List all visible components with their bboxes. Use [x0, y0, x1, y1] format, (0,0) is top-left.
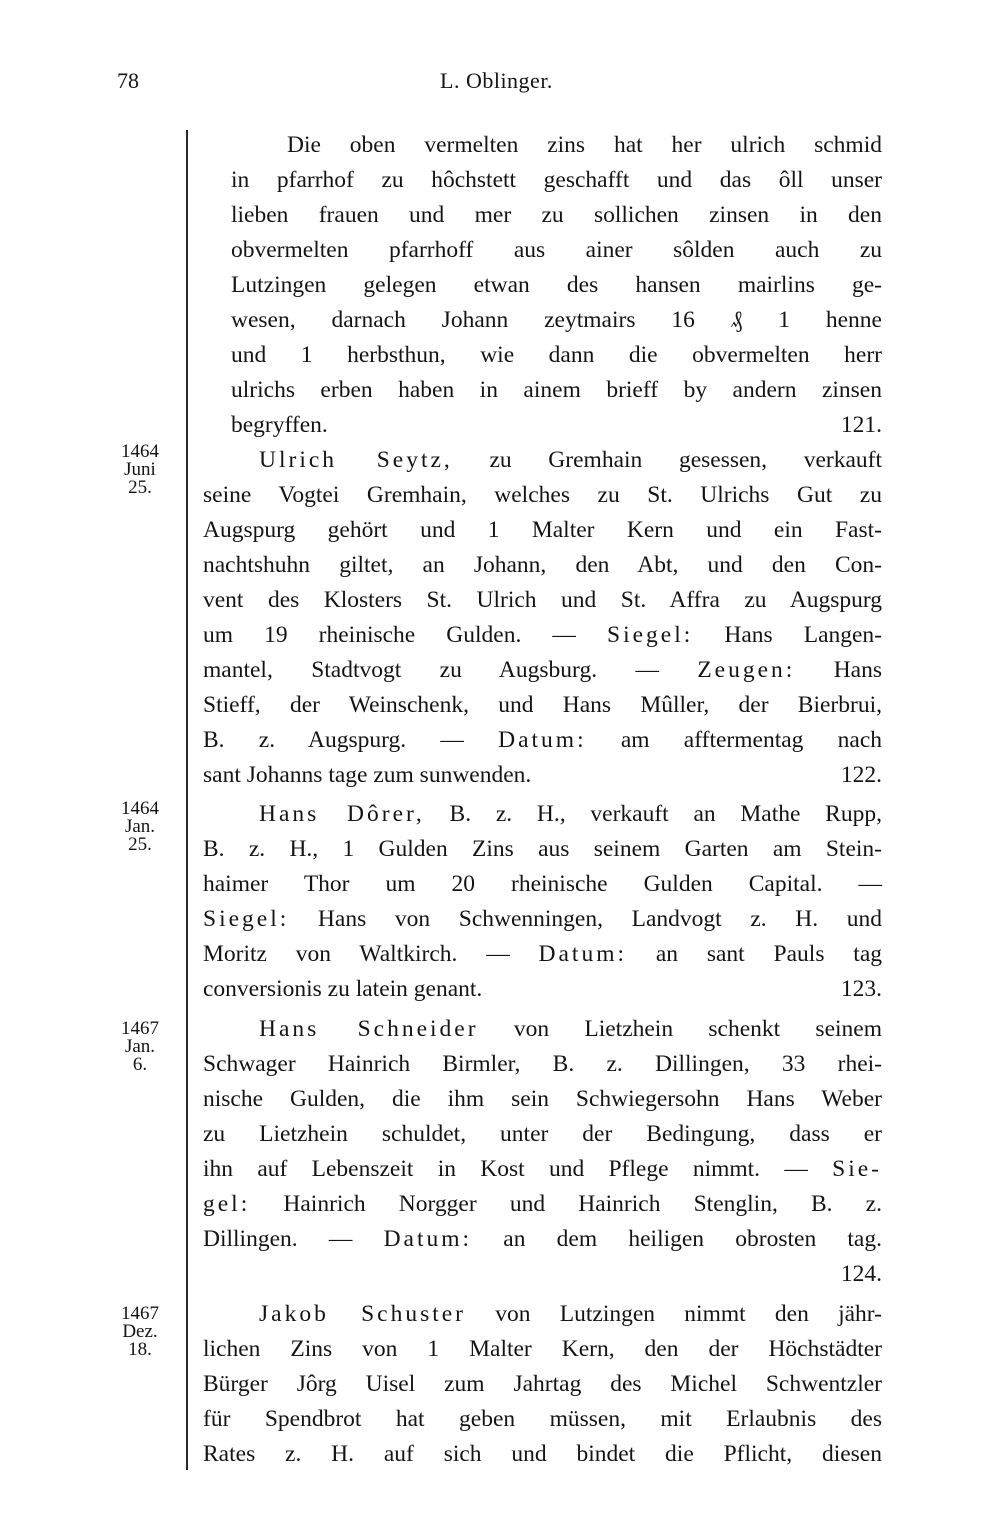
text-line: Bürger Jôrg Uisel zum Jahrtag des Michel Schwentzler [203, 1371, 882, 1397]
entry-lead-name: Jakob Schuster [259, 1301, 467, 1327]
entry-number: 122. [840, 762, 882, 788]
text-fragment: zu Gremhain gesessen, verkauft [452, 447, 882, 473]
label-datum: Datum: [383, 1226, 473, 1252]
text-line [203, 797, 882, 831]
label-siegel-cont: gel: [203, 1191, 251, 1217]
text-line-last [203, 758, 882, 792]
margin-date [108, 443, 172, 497]
date-year: 1464 [121, 441, 159, 462]
text-line [203, 1187, 882, 1221]
text-fragment: Hainrich Norgger und Hainrich Stenglin, B. z. [250, 1191, 882, 1217]
text-line: nische Gulden, die ihm sein Schwiegersohn Hans Weber [203, 1086, 882, 1112]
text-fragment: mantel, Stadtvogt zu Augsburg. — [203, 657, 698, 683]
text-line: wesen, darnach Johann zeytmairs 16 ₰ 1 henne [231, 307, 882, 333]
entry-number: 123. [840, 976, 882, 1002]
entry-lead-name: Hans Dôrer, [259, 801, 425, 827]
text-line: Augspurg gehört und 1 Malter Kern und ein Fast- [203, 517, 882, 543]
text-line: ulrichs erben haben in ainem brieff by andern zinsen [231, 377, 882, 403]
entry-lead-name: Hans Schneider [259, 1016, 479, 1042]
text-line: seine Vogtei Gremhain, welches zu St. Ulrichs Gut zu [203, 482, 882, 508]
text-fragment: begryffen. [231, 412, 328, 438]
text-line: Schwager Hainrich Birmler, B. z. Dillingen, 33 rhei- [203, 1051, 882, 1077]
text-fragment: Hans Langen- [693, 622, 883, 648]
text-line: lichen Zins von 1 Malter Kern, den der Höchstädter [203, 1336, 882, 1362]
text-fragment: B. z. Augspurg. — [203, 727, 499, 753]
page-header [0, 68, 1000, 102]
date-day: 6. [132, 1054, 148, 1075]
text-line: Lutzingen gelegen etwan des hansen mairlins ge- [231, 272, 882, 298]
text-line: vent des Klosters St. Ulrich und St. Affra zu Augspurg [203, 587, 882, 613]
text-fragment: von Lietzhein schenkt seinem [478, 1016, 882, 1042]
text-line: Stieff, der Weinschenk, und Hans Mûller, der Bierbrui, [203, 692, 882, 718]
text-line [203, 937, 882, 971]
text-line: lieben frauen und mer zu sollichen zinsen in den [231, 202, 882, 228]
text-line: haimer Thor um 20 rheinische Gulden Capital. — [203, 871, 882, 897]
text-fragment: Hans [795, 657, 883, 683]
text-fragment: conversionis zu latein genant. [203, 976, 483, 1002]
text-line [203, 1152, 882, 1186]
text-fragment: ihn auf Lebenszeit in Kost und Pflege nimmt. — [203, 1156, 833, 1182]
label-siegel: Sie- [832, 1156, 882, 1182]
text-line: Die oben vermelten zins hat her ulrich schmid [287, 132, 882, 158]
text-fragment: sant Johanns tage zum sunwenden. [203, 762, 532, 788]
running-title: L. Oblinger. [440, 68, 553, 93]
date-day: 18. [128, 1339, 152, 1360]
text-line [203, 902, 882, 936]
label-siegel: Siegel: [203, 906, 290, 932]
margin-date [108, 1020, 172, 1074]
text-line [203, 1012, 882, 1046]
text-line: B. z. H., 1 Gulden Zins aus seinem Garten am Stein- [203, 836, 882, 862]
entry-number: 124. [840, 1261, 882, 1287]
text-line: und 1 herbsthun, wie dann die obvermelten herr [231, 342, 882, 368]
text-line-last [203, 972, 882, 1006]
date-year: 1467 [121, 1303, 159, 1324]
text-line [203, 443, 882, 477]
date-month: Juni [124, 459, 156, 480]
label-siegel: Siegel: [607, 622, 694, 648]
text-fragment: Hans von Schwenningen, Landvogt z. H. und [289, 906, 882, 932]
date-month: Dez. [122, 1321, 158, 1342]
text-fragment: an sant Pauls tag [627, 941, 882, 967]
label-zeugen: Zeugen: [697, 657, 796, 683]
text-fragment: an dem heiligen obrosten tag. [472, 1226, 882, 1252]
entry-lead-name: Ulrich Seytz, [259, 447, 453, 473]
label-datum: Datum: [538, 941, 628, 967]
entry-number: 121. [840, 412, 882, 438]
text-line: obvermelten pfarrhoff aus ainer sôlden auch zu [231, 237, 882, 263]
text-line: zu Lietzhein schuldet, unter der Bedingung, dass er [203, 1121, 882, 1147]
date-day: 25. [128, 477, 152, 498]
date-month: Jan. [124, 816, 156, 837]
text-fragment: am afftermentag nach [586, 727, 882, 753]
margin-date [108, 1305, 172, 1359]
text-line-last [231, 408, 882, 442]
text-fragment: um 19 rheinische Gulden. — [203, 622, 607, 648]
date-year: 1467 [121, 1018, 159, 1039]
text-line [203, 1222, 882, 1256]
page-number: 78 [117, 68, 139, 93]
text-line: Rates z. H. auf sich und bindet die Pflicht, diesen [203, 1441, 882, 1467]
text-line: nachtshuhn giltet, an Johann, den Abt, und den Con- [203, 552, 882, 578]
text-line-last [203, 1257, 882, 1291]
text-fragment: von Lutzingen nimmt den jähr- [466, 1301, 882, 1327]
text-line [203, 653, 882, 687]
text-fragment: Dillingen. — [203, 1226, 384, 1252]
date-day: 25. [128, 834, 152, 855]
text-line [203, 723, 882, 757]
margin-rule [186, 130, 188, 1470]
text-line [203, 618, 882, 652]
text-line: in pfarrhof zu hôchstett geschafft und das ôll unser [231, 167, 882, 193]
text-line [203, 1297, 882, 1331]
text-fragment: Moritz von Waltkirch. — [203, 941, 539, 967]
label-datum: Datum: [498, 727, 587, 753]
text-line: für Spendbrot hat geben müssen, mit Erlaubnis des [203, 1406, 882, 1432]
date-year: 1464 [121, 798, 159, 819]
date-month: Jan. [124, 1036, 156, 1057]
margin-date [108, 800, 172, 854]
text-fragment: B. z. H., verkauft an Mathe Rupp, [424, 801, 882, 827]
